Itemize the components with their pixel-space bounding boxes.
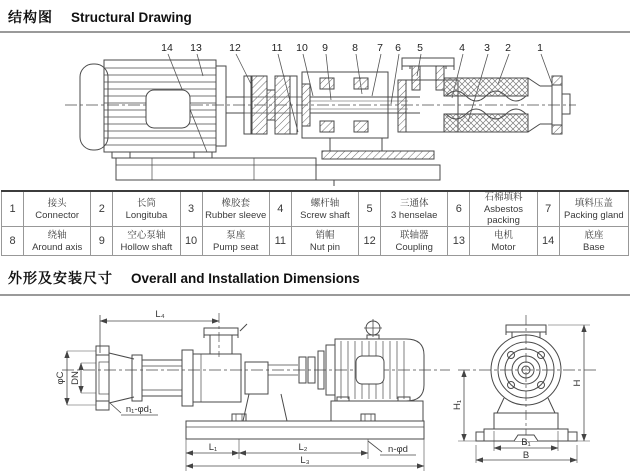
callout-7: 7 [377,42,383,54]
part-no: 12 [359,227,381,256]
part-name: 橡胶套 Rubber sleeve [202,191,269,227]
part-name: 石棉填料 Asbestos packing [470,191,537,227]
dim-label-b: B [522,450,530,461]
dim-label-h: H [572,379,583,387]
dim-label-l2: L₂ [298,442,308,453]
dim-label-l3: L₃ [300,455,310,466]
suction-flange [96,346,134,410]
parts-table [1,190,629,256]
motor-section [80,60,244,158]
callout-13: 13 [190,42,202,54]
part-no: 9 [91,227,113,256]
callout-1: 1 [537,42,543,54]
dim-label-phi-c: φC [55,371,66,385]
bracket-coupling [243,351,324,421]
part-no: 13 [448,227,470,256]
part-no: 14 [537,227,559,256]
part-name: 联轴器 Coupling [381,227,448,256]
divider-line [0,31,630,33]
part-name: 填料压盖 Packing gland [559,191,628,227]
divider-line [0,294,630,296]
part-name: 销帽 Nut pin [291,227,358,256]
part-name: 电机 Motor [470,227,537,256]
callout-12: 12 [229,42,241,54]
section-title-structural-zh: 结构图 [8,9,53,25]
part-no: 4 [269,191,291,227]
callout-numbers [161,42,543,54]
part-no: 5 [359,191,381,227]
part-name: 螺杆轴 Screw shaft [291,191,358,227]
callout-5: 5 [417,42,423,54]
dim-label-b1: B₁ [521,437,531,448]
dim-label-dn: DN [70,371,81,385]
callout-11: 11 [271,42,283,54]
dim-label-n-phi-d: n-φd [388,444,408,455]
callout-14: 14 [161,42,173,54]
callout-8: 8 [352,42,358,54]
part-name: 长筒 Longituba [113,191,180,227]
part-name: 接头 Connector [24,191,91,227]
parts-row-2 [2,227,629,256]
structural-drawing [0,36,630,188]
part-name: 绕轴 Around axis [24,227,91,256]
section-title-overall-en: Overall and Installation Dimensions [131,271,360,286]
part-no: 11 [269,227,291,256]
callout-4: 4 [459,42,465,54]
callout-2: 2 [505,42,511,54]
callout-10: 10 [296,42,308,54]
pump-end-view [476,315,577,447]
section-title-overall [8,268,360,288]
dim-label-l1: L₁ [208,442,218,453]
part-no: 2 [91,191,113,227]
callout-6: 6 [395,42,401,54]
part-name: 底座 Base [559,227,628,256]
part-no: 6 [448,191,470,227]
callout-3: 3 [484,42,490,54]
part-no: 1 [2,191,24,227]
part-name: 三通体 3 henselae [381,191,448,227]
callout-9: 9 [322,42,328,54]
part-name: 空心泵轴 Hollow shaft [113,227,180,256]
pump-barrel [132,324,247,406]
parts-row-1 [2,191,629,227]
section-title-overall-zh: 外形及安装尺寸 [8,270,113,286]
part-no: 3 [180,191,202,227]
section-title-structural-en: Structural Drawing [71,10,192,25]
dim-label-n1-phi-d1: n₁-φd₁ [125,404,153,415]
dimension-drawing [0,299,630,474]
dim-label-h1: H₁ [452,399,463,411]
section-title-structural [8,7,192,27]
part-no: 7 [537,191,559,227]
part-name: 泵座 Pump seat [202,227,269,256]
part-no: 10 [180,227,202,256]
coupling-section [244,76,302,134]
dim-label-l4: L₄ [155,309,165,320]
base-section [116,151,440,186]
part-no: 8 [2,227,24,256]
base-plate [186,414,424,439]
